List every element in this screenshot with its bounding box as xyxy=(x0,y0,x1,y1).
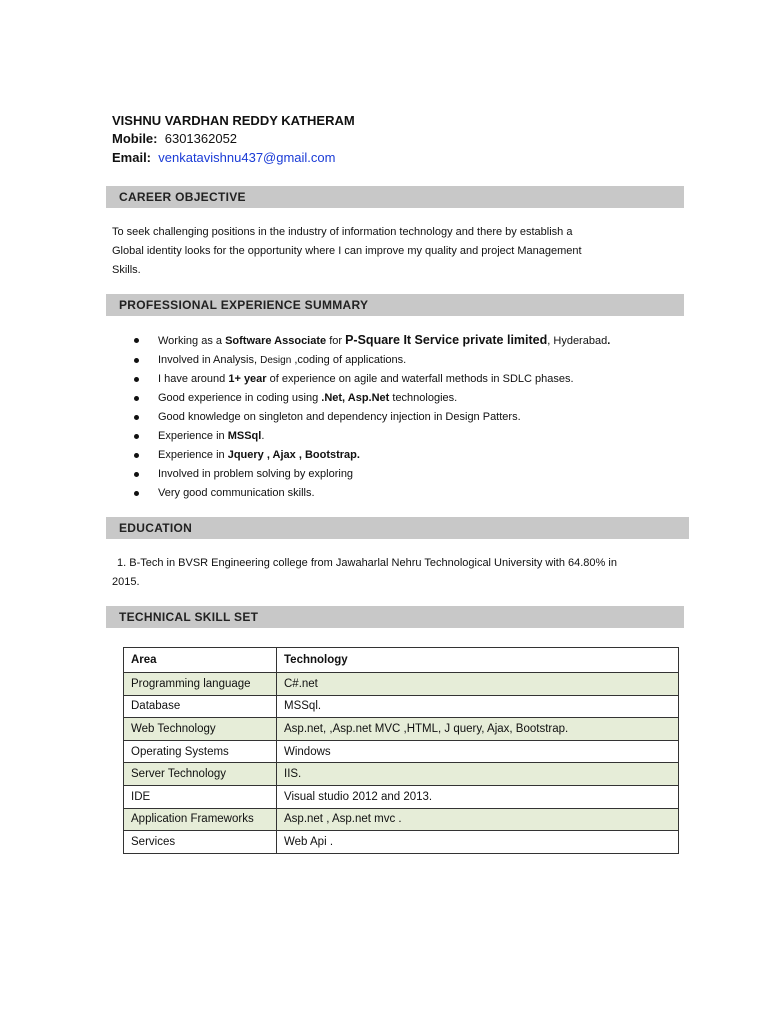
text: MSSql xyxy=(227,430,262,442)
technology-cell: MSSql. xyxy=(277,695,679,718)
mobile-label: Mobile: xyxy=(112,131,158,146)
area-cell: Server Technology xyxy=(124,763,277,786)
list-item xyxy=(134,427,694,446)
technology-cell: IIS. xyxy=(277,763,679,786)
table-row xyxy=(124,740,679,763)
column-header-area: Area xyxy=(124,648,277,673)
list-item xyxy=(134,465,694,484)
technical-skills-heading: TECHNICAL SKILL SET xyxy=(106,606,684,628)
text: , Hyderabad xyxy=(547,335,608,347)
education-line: 1. B-Tech in BVSR Engineering college from Jawaharlal Nehru Technological University with 64.80% in xyxy=(117,557,617,569)
table-row xyxy=(124,718,679,741)
mobile-value: 6301362052 xyxy=(164,131,238,146)
technology-cell: Visual studio 2012 and 2013. xyxy=(277,785,679,808)
text: . xyxy=(261,430,265,442)
text: 1+ year xyxy=(228,373,267,385)
email-line xyxy=(112,149,335,167)
objective-text xyxy=(112,223,622,280)
text: Jquery , Ajax , Bootstrap. xyxy=(227,449,360,461)
text: for xyxy=(326,335,346,347)
table-row xyxy=(124,808,679,831)
area-cell: Operating Systems xyxy=(124,740,277,763)
area-cell: Web Technology xyxy=(124,718,277,741)
table-header-row xyxy=(124,648,679,673)
technology-cell: Asp.net , Asp.net mvc . xyxy=(277,808,679,831)
technology-cell: Windows xyxy=(277,740,679,763)
table-row xyxy=(124,831,679,854)
list-item xyxy=(134,446,694,465)
text: Experience in xyxy=(158,449,228,461)
candidate-name: VISHNU VARDHAN REDDY KATHERAM xyxy=(112,113,355,128)
text: .Net, Asp.Net xyxy=(321,392,390,404)
text: Involved in Analysis, xyxy=(158,354,261,366)
text: . xyxy=(607,335,611,347)
text: of experience on agile and waterfall methods in SDLC phases. xyxy=(266,373,574,385)
area-cell: Database xyxy=(124,695,277,718)
text: Very good communication skills. xyxy=(158,487,315,499)
table-row xyxy=(124,673,679,696)
education-text xyxy=(112,554,672,592)
text: Good experience in coding using xyxy=(158,392,322,404)
text: Experience in xyxy=(158,430,228,442)
skills-table xyxy=(123,647,679,854)
text: ,coding of applications. xyxy=(291,354,407,366)
table-row xyxy=(124,763,679,786)
table-row xyxy=(124,695,679,718)
objective-line: Global identity looks for the opportunity where I can improve my quality and project Management xyxy=(112,245,582,257)
objective-line: Skills. xyxy=(112,264,141,276)
education-line: 2015. xyxy=(112,576,140,588)
list-item xyxy=(134,389,694,408)
text: I have around xyxy=(158,373,229,385)
technology-cell: Web Api . xyxy=(277,831,679,854)
list-item xyxy=(134,370,694,389)
text: technologies. xyxy=(389,392,458,404)
company-name: P-Square It Service private limited xyxy=(345,333,548,347)
text: Good knowledge on singleton and dependency injection in Design Patters. xyxy=(158,411,521,423)
area-cell: Services xyxy=(124,831,277,854)
email-link[interactable]: venkatavishnu437@gmail.com xyxy=(158,150,336,165)
technology-cell: C#.net xyxy=(277,673,679,696)
list-item xyxy=(134,351,694,370)
education-heading: EDUCATION xyxy=(106,517,689,539)
column-header-technology: Technology xyxy=(277,648,679,673)
mobile-line xyxy=(112,130,237,148)
list-item xyxy=(134,408,694,427)
career-objective-heading: CAREER OBJECTIVE xyxy=(106,186,684,208)
text: Design xyxy=(260,355,292,366)
area-cell: Application Frameworks xyxy=(124,808,277,831)
experience-list xyxy=(134,331,694,503)
experience-heading: PROFESSIONAL EXPERIENCE SUMMARY xyxy=(106,294,684,316)
objective-line: To seek challenging positions in the industry of information technology and there by establish a xyxy=(112,226,573,238)
technology-cell: Asp.net, ,Asp.net MVC ,HTML, J query, Ajax, Bootstrap. xyxy=(277,718,679,741)
list-item xyxy=(134,484,694,503)
email-label: Email: xyxy=(112,150,152,165)
area-cell: IDE xyxy=(124,785,277,808)
table-row xyxy=(124,785,679,808)
text: Working as a xyxy=(158,335,226,347)
text: Involved in problem solving by exploring xyxy=(158,468,354,480)
list-item xyxy=(134,331,694,351)
area-cell: Programming language xyxy=(124,673,277,696)
job-title: Software Associate xyxy=(225,335,327,347)
